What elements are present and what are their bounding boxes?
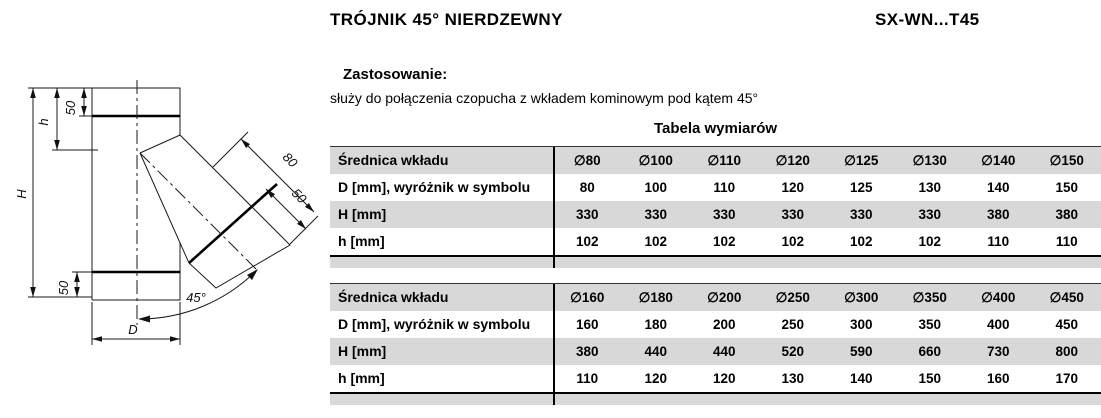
value-cell: 150 [918, 371, 942, 386]
value-cell: 200 [712, 317, 736, 332]
value-cell: ∅120 [775, 153, 810, 168]
dim-label-80-branch: 80 [279, 149, 301, 171]
value-cell: 330 [781, 207, 805, 222]
value-cell: 130 [781, 371, 805, 386]
value-cell: 102 [781, 234, 805, 249]
value-cell: ∅100 [638, 153, 673, 168]
value-cell: ∅300 [844, 290, 879, 305]
angle-label: 45° [186, 290, 206, 305]
row-label: H [mm] [338, 343, 387, 359]
value-cell: 730 [986, 344, 1010, 359]
value-cell: 330 [849, 207, 873, 222]
table-title: Tabela wymiarów [653, 120, 778, 137]
value-cell: 660 [918, 344, 942, 359]
application-text: służy do połączenia czopucha z wkładem kominowym pod kątem 45° [330, 90, 759, 106]
value-cell: ∅160 [570, 290, 605, 305]
value-cell: 102 [918, 234, 942, 249]
value-cell: 140 [849, 371, 873, 386]
row-label: Średnica wkładu [338, 152, 449, 168]
value-cell: 100 [644, 180, 668, 195]
value-cell: 102 [575, 234, 599, 249]
value-cell: 150 [1055, 180, 1079, 195]
pipe-joint-lines [92, 116, 180, 272]
column-divider [553, 147, 555, 268]
dim-label-50-top: 50 [63, 100, 78, 116]
extension-lines [28, 88, 318, 345]
value-cell: ∅450 [1049, 290, 1084, 305]
technical-drawing [0, 70, 330, 360]
value-cell: 160 [575, 317, 599, 332]
branch-outline [140, 135, 290, 288]
dim-label-H: H [14, 189, 29, 199]
value-cell: 102 [849, 234, 873, 249]
dim-label-50-bottom: 50 [56, 280, 71, 296]
value-cell: ∅350 [912, 290, 947, 305]
page-title: TRÓJNIK 45° NIERDZEWNY [330, 10, 563, 29]
value-cell: 400 [986, 317, 1010, 332]
value-cell: 110 [1055, 234, 1078, 249]
value-cell: 160 [986, 371, 1010, 386]
value-cell: 520 [781, 344, 805, 359]
value-cell: 450 [1055, 317, 1079, 332]
value-cell: ∅80 [573, 153, 601, 168]
row-label: D [mm], wyróżnik w symbolu [338, 179, 531, 195]
value-cell: 180 [644, 317, 668, 332]
value-cell: 330 [918, 207, 942, 222]
value-cell: ∅200 [707, 290, 742, 305]
value-cell: 140 [986, 180, 1010, 195]
dim-label-D: D [128, 322, 138, 337]
value-cell: ∅180 [638, 290, 673, 305]
row-label: Średnica wkładu [338, 289, 449, 305]
table-row [330, 174, 1101, 201]
value-cell: ∅140 [981, 153, 1016, 168]
value-cell: 590 [849, 344, 873, 359]
value-cell: 440 [644, 344, 668, 359]
dim-label-h: h [36, 118, 51, 126]
value-cell: 300 [849, 317, 873, 332]
row-label: h [mm] [338, 233, 385, 249]
value-cell: ∅250 [775, 290, 810, 305]
dimension-table-1 [330, 146, 1101, 268]
table-row [330, 284, 1101, 311]
value-cell: 350 [918, 317, 942, 332]
value-cell: 125 [849, 180, 873, 195]
table-footer-strip [330, 257, 1101, 268]
value-cell: 380 [575, 344, 599, 359]
dim-label-50-branch: 50 [288, 185, 310, 207]
product-code: SX-WN...T45 [875, 10, 980, 29]
value-cell: 250 [781, 317, 805, 332]
value-cell: 102 [644, 234, 668, 249]
table-footer-strip [330, 394, 1101, 405]
value-cell: 800 [1055, 344, 1079, 359]
pipe-outline [92, 88, 180, 300]
table-row [330, 147, 1101, 174]
value-cell: 102 [712, 234, 736, 249]
table-row [330, 338, 1101, 365]
value-cell: 330 [712, 207, 736, 222]
row-label: D [mm], wyróżnik w symbolu [338, 316, 531, 332]
column-divider [553, 284, 555, 405]
value-cell: 110 [576, 371, 599, 386]
value-cell: 110 [713, 180, 736, 195]
value-cell: 120 [712, 371, 736, 386]
arc-arrow-left [138, 316, 150, 323]
dimension-table-2 [330, 283, 1101, 405]
value-cell: ∅125 [844, 153, 879, 168]
value-cell: ∅400 [981, 290, 1016, 305]
row-label: H [mm] [338, 206, 387, 222]
value-cell: 380 [986, 207, 1010, 222]
value-cell: 120 [781, 180, 805, 195]
branch-joint-line [189, 184, 277, 263]
value-cell: ∅110 [707, 153, 742, 168]
content-area [330, 0, 1101, 418]
table-row [330, 365, 1101, 392]
value-cell: 440 [712, 344, 736, 359]
table-row [330, 311, 1101, 338]
row-label: h [mm] [338, 370, 385, 386]
value-cell: 130 [918, 180, 942, 195]
value-cell: 330 [644, 207, 668, 222]
value-cell: 170 [1055, 371, 1079, 386]
tee-45-drawing [0, 70, 330, 360]
table-row [330, 201, 1101, 228]
value-cell: 80 [579, 180, 595, 195]
value-cell: ∅130 [912, 153, 947, 168]
value-cell: 380 [1055, 207, 1079, 222]
value-cell: 120 [644, 371, 668, 386]
value-cell: 110 [987, 234, 1010, 249]
value-cell: ∅150 [1049, 153, 1084, 168]
application-label: Zastosowanie: [343, 66, 448, 83]
value-cell: 330 [575, 207, 599, 222]
table-row [330, 228, 1101, 255]
